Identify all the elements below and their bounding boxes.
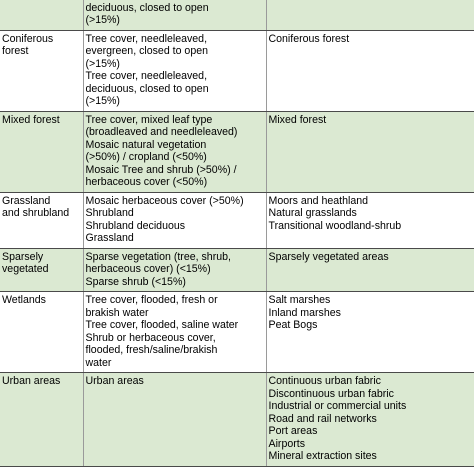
cell-text-line: Shrub or herbaceous cover,	[85, 331, 216, 344]
cell-text-line: Tree cover, flooded, fresh or	[85, 294, 218, 306]
corine-cell	[266, 292, 474, 373]
cell-text-line: Salt marshes	[268, 294, 331, 306]
class-cell	[0, 111, 83, 192]
cell-text-line: Tree cover, needleleaved,	[85, 32, 208, 45]
table-row	[0, 292, 474, 373]
cell-text-line: Airports	[268, 437, 305, 450]
cell-text-line: Mosaic natural vegetation	[85, 138, 207, 151]
cell-text-line: Grassland	[2, 194, 51, 207]
cell-text-line: Sparse vegetation (tree, shrub,	[85, 250, 231, 263]
cell-text-line	[2, 0, 81, 2]
cell-text-line: Mixed forest	[2, 113, 60, 126]
cell-text-line: brakish water	[85, 306, 149, 319]
corine-cell	[266, 192, 474, 248]
cell-text-line: Mosaic herbaceous cover (>50%)	[85, 194, 244, 207]
cell-text-line: Urban areas	[85, 375, 144, 387]
cell-text-line: (>15%)	[85, 95, 120, 107]
cell-text-line: Urban areas	[2, 375, 61, 387]
cell-text-line: (>15%)	[85, 57, 120, 70]
cell-text-line: Inland marshes	[268, 306, 341, 319]
corine-cell	[266, 30, 474, 111]
cell-text-line: herbaceous cover) (<15%)	[85, 263, 211, 275]
corine-cell	[266, 0, 474, 30]
cell-text-line: (>50%) / cropland (<50%)	[85, 151, 207, 163]
class-cell	[0, 248, 83, 292]
cell-text-line: vegetated	[2, 263, 49, 275]
table-row	[0, 192, 474, 248]
cell-text-line: Port areas	[268, 425, 318, 437]
class-cell	[0, 30, 83, 111]
table-row	[0, 0, 474, 30]
esa-cci-cell	[83, 192, 266, 248]
cell-text-line: Tree cover, needleleaved,	[85, 70, 208, 82]
cell-text-line: deciduous, closed to open	[85, 82, 209, 95]
cell-text-line: Mineral extraction sites	[268, 450, 377, 462]
cell-text-line: Natural grasslands	[268, 207, 357, 219]
cell-text-line: Moors and heathland	[268, 194, 369, 207]
cell-text-line: (broadleaved and needleleaved)	[85, 126, 238, 138]
cell-text-line: deciduous, closed to open	[85, 1, 209, 14]
esa-cci-cell	[83, 373, 266, 467]
esa-cci-cell	[83, 0, 266, 30]
cell-text-line: Mixed forest	[268, 113, 327, 126]
corine-cell	[266, 373, 474, 467]
cell-text-line: flooded, fresh/saline/brakish	[85, 344, 218, 356]
cell-text-line: Peat Bogs	[268, 319, 318, 331]
table-row	[0, 30, 474, 111]
cell-text-line: (>15%)	[85, 14, 120, 26]
esa-cci-cell	[83, 111, 266, 192]
cell-text-line: Discontinuous urban fabric	[268, 387, 394, 400]
cell-text-line: Transitional woodland-shrub	[268, 219, 402, 232]
cell-text-line: forest	[2, 45, 29, 57]
cell-text-line: herbaceous cover (<50%)	[85, 176, 208, 188]
cell-text-line: and shrubland	[2, 207, 70, 219]
class-cell	[0, 373, 83, 467]
table-row	[0, 111, 474, 192]
esa-cci-cell	[83, 248, 266, 292]
cell-text-line: Continuous urban fabric	[268, 375, 381, 387]
cell-text-line	[269, 0, 473, 2]
cell-text-line: Grassland	[85, 232, 134, 244]
class-cell	[0, 292, 83, 373]
cell-text-line: Shrubland	[85, 207, 134, 219]
esa-cci-cell	[83, 30, 266, 111]
cell-text-line: Mosaic Tree and shrub (>50%) /	[85, 163, 237, 176]
class-cell	[0, 0, 83, 30]
cell-text-line: Tree cover, mixed leaf type	[85, 113, 213, 126]
esa-cci-cell	[83, 292, 266, 373]
corine-cell	[266, 248, 474, 292]
class-cell	[0, 192, 83, 248]
cell-text-line: Tree cover, flooded, saline water	[85, 319, 239, 331]
cell-text-line: Sparse shrub (<15%)	[85, 275, 186, 288]
cell-text-line: Coniferous	[2, 32, 54, 45]
cell-text-line: Sparsely vegetated areas	[268, 250, 389, 263]
cell-text-line: Sparsely	[2, 250, 44, 263]
cell-text-line: Road and rail networks	[268, 412, 377, 425]
table-row	[0, 248, 474, 292]
table-row	[0, 373, 474, 467]
cell-text-line: Shrubland deciduous	[85, 219, 186, 232]
corine-cell	[266, 111, 474, 192]
cell-text-line: Industrial or commercial units	[268, 400, 407, 412]
cell-text-line: Wetlands	[2, 294, 46, 306]
cell-text-line: water	[85, 356, 112, 369]
cell-text-line: Coniferous forest	[268, 32, 350, 45]
cell-text-line: evergreen, closed to open	[85, 45, 209, 57]
